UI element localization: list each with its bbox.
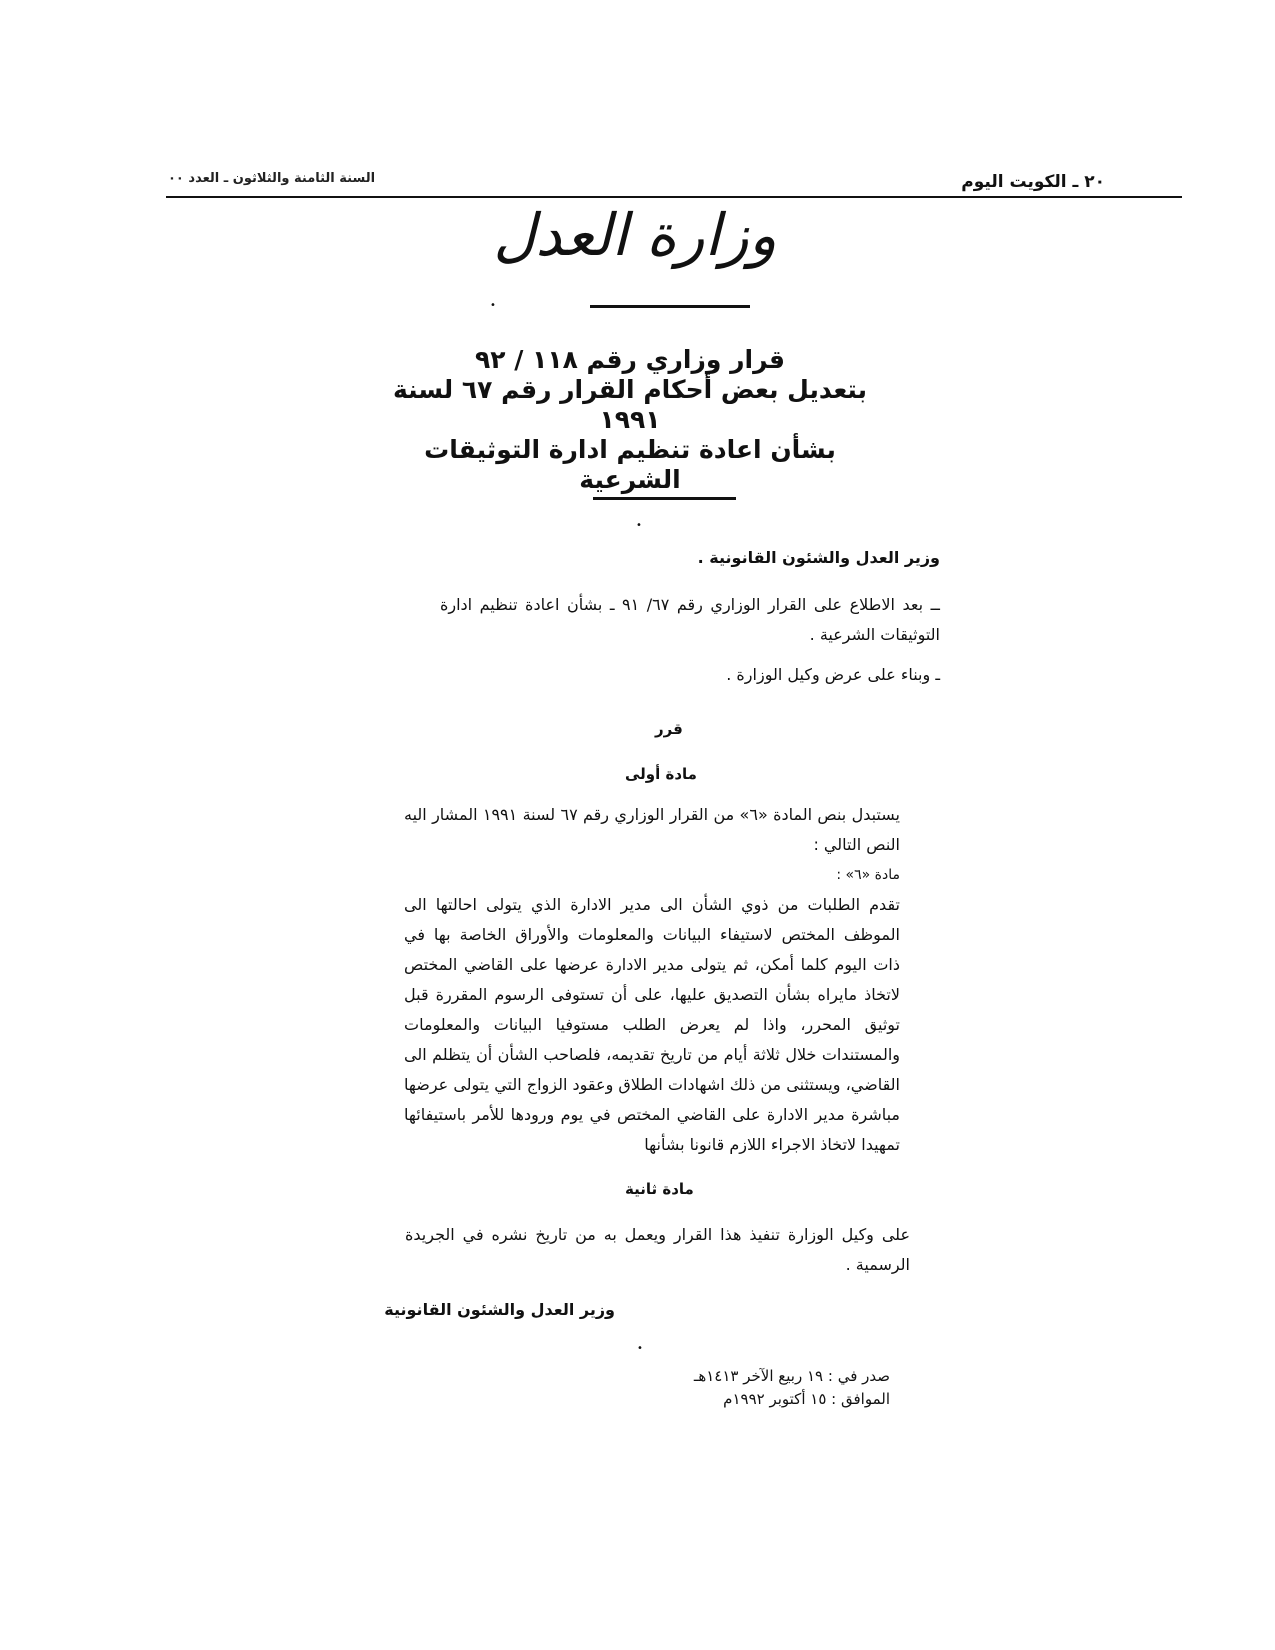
decision-subject: بتعديل بعض أحكام القرار رقم ٦٧ لسنة ١٩٩١: [392, 375, 868, 434]
running-header-page-journal: ٢٠ ـ الكويت اليوم: [961, 172, 1105, 192]
masthead-divider: [590, 305, 750, 308]
article-1-heading: مادة أولى: [625, 765, 697, 783]
header-divider: [166, 196, 1182, 198]
decision-number: قرار وزاري رقم ١١٨ / ٩٢: [474, 345, 786, 374]
preamble-recital-2: ـ وبناء على عرض وكيل الوزارة .: [726, 665, 940, 684]
title-divider: [593, 497, 736, 500]
decides-heading: قرر: [655, 720, 683, 738]
scan-speck: •: [490, 300, 496, 311]
running-header-year-issue: السنة الثامنة والثلاثون ـ العدد ٠٠: [168, 171, 376, 186]
article-1-text: تقدم الطلبات من ذوي الشأن الى مدير الادارة الذي يتولى احالتها الى الموظف المختص لاستيفاء البيانات والمعلومات والأوراق الخاصة بها في ذات اليوم كلما أمكن، ثم يتولى مدير الادارة عرضها على القاضي المختص لاتخاذ مايراه بشأن التصديق عليها، على أن تستوفى الرسوم المقررة قبل توثيق المحرر، واذا لم يعرض الطلب مستوفيا البيانات والمعلومات والمستندات خلال ثلاثة أيام من تاريخ تقديمه، فلصاحب الشأن أن يتظلم الى القاضي، ويستثنى من ذلك اشهادات الطلاق وعقود الزواج التي يتولى عرضها مباشرة مدير الادارة على القاضي المختص في يوم ورودها للأمر باستيفائها تمهيدا لاتخاذ الاجراء اللازم قانونا بشأنها: [404, 895, 900, 1154]
scan-speck: •: [637, 1343, 643, 1354]
decision-subject-detail: بشأن اعادة تنظيم ادارة التوثيقات الشرعية: [424, 435, 836, 494]
article-1-reference: مادة «٦» :: [836, 867, 900, 883]
preamble-recital-1: ــ بعد الاطلاع على القرار الوزاري رقم ٦٧/ ٩١ ـ بشأن اعادة تنظيم ادارة التوثيقات الشرعية .: [440, 595, 940, 644]
decision-title-block: [370, 345, 890, 495]
minister-signature: وزير العدل والشئون القانونية: [384, 1300, 615, 1319]
issue-date-gregorian: الموافق : ١٥ أكتوبر ١٩٩٢م: [723, 1390, 890, 1408]
issue-date-block: [694, 1365, 890, 1411]
article-2-heading: مادة ثانية: [625, 1180, 694, 1198]
preamble-minister: وزير العدل والشئون القانونية .: [697, 548, 940, 567]
issue-date-hijri: صدر في : ١٩ ربيع الآخر ١٤١٣هـ: [693, 1367, 890, 1385]
scan-speck: •: [636, 520, 642, 531]
article-2-text: على وكيل الوزارة تنفيذ هذا القرار ويعمل به من تاريخ نشره في الجريدة الرسمية .: [405, 1225, 910, 1274]
article-1-body: [404, 800, 900, 1160]
article-1-intro: يستبدل بنص المادة «٦» من القرار الوزاري رقم ٦٧ لسنة ١٩٩١ المشار اليه النص التالي :: [404, 805, 900, 854]
ministry-masthead: وزارة العدل: [493, 201, 777, 269]
